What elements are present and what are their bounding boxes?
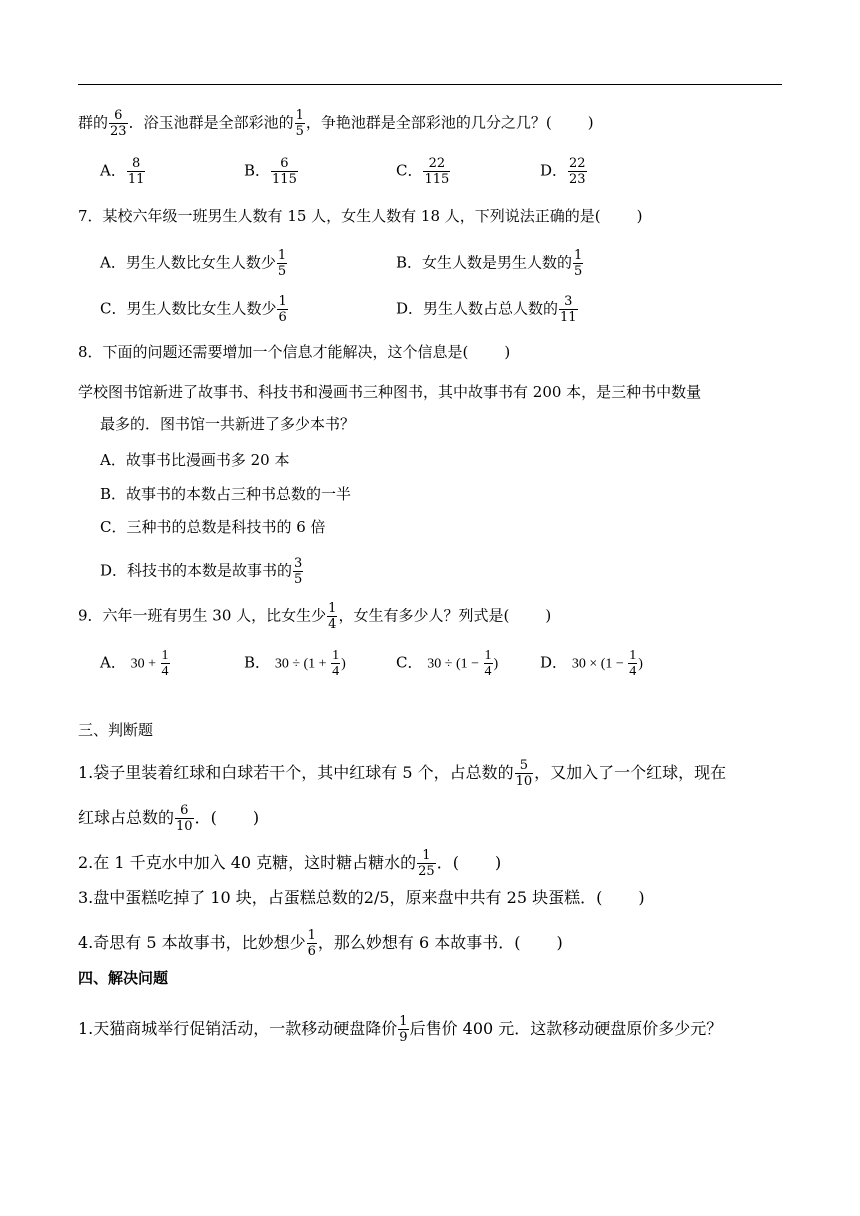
q7-option-d: D．男生人数占总人数的 $\frac{3}{11}$ — [396, 294, 577, 325]
judge-3: 3.盘中蛋糕吃掉了 10 块，占蛋糕总数的2/5，原来盘中共有 25 块蛋糕．( ) — [78, 888, 645, 907]
q6-option-b: B． $\frac{6}{115}$ — [244, 156, 297, 187]
judge-2: 2.在 1 千克水中加入 40 克糖，这时糖占糖水的 $\frac{1}{25}$ ．( ) — [78, 848, 502, 879]
q8-option-c: C．三种书的总数是科技书的 6 倍 — [100, 518, 326, 536]
q9-option-b: B． 30 ÷ (1 + $\frac{1}{4}$ ) — [244, 648, 346, 679]
q8-passage-line-2: 最多的．图书馆一共新进了多少本书？ — [100, 415, 356, 433]
problem-1: 1.天猫商城举行促销活动，一款移动硬盘降价 $\frac{1}{9}$ 后售价 400 元．这款移动硬盘原价多少元？ — [78, 1014, 723, 1045]
q8-passage-line-1: 学校图书馆新进了故事书、科技书和漫画书三种图书，其中故事书有 200 本，是三种书中数量 — [78, 383, 702, 401]
q9-option-d: D． 30 × (1 − $\frac{1}{4}$ ) — [540, 648, 643, 679]
q7-option-b: B．女生人数是男生人数的 $\frac{1}{5}$ — [396, 248, 583, 279]
q8-option-b: B．故事书的本数占三种书总数的一半 — [100, 485, 352, 503]
section3-title: 三、判断题 — [78, 721, 154, 739]
q9-option-c: C． 30 ÷ (1 − $\frac{1}{4}$ ) — [396, 648, 499, 679]
section4-title: 四、解决问题 — [78, 969, 169, 987]
q6-option-d: D． $\frac{22}{23}$ — [540, 156, 586, 187]
q8-option-d: D．科技书的本数是故事书的 $\frac{3}{5}$ — [100, 556, 303, 587]
judge-1-line-1: 1.袋子里装着红球和白球若干个，其中红球有 5 个，占总数的 $\frac{5}{10}$ ，又加入了一个红球，现在 — [78, 758, 727, 789]
q8-option-a: A．故事书比漫画书多 20 本 — [100, 451, 290, 469]
q7-option-c: C．男生人数比女生人数少 $\frac{1}{6}$ — [100, 294, 287, 325]
header-rule — [78, 84, 782, 85]
q6-option-c: C． $\frac{22}{115}$ — [396, 156, 450, 187]
judge-1-line-2: 红球占总数的 $\frac{6}{10}$ ．( ) — [78, 803, 260, 834]
q7-option-a: A．男生人数比女生人数少 $\frac{1}{5}$ — [100, 248, 287, 279]
q6-option-a: A． $\frac{8}{11}$ — [100, 156, 145, 187]
q9-stem: 9．六年一班有男生 30 人，比女生少 $\frac{1}{4}$ ，女生有多少人？列式是( ) — [78, 601, 552, 632]
judge-4: 4.奇思有 5 本故事书，比妙想少 $\frac{1}{6}$ ，那么妙想有 6 本故事书．( ) — [78, 928, 563, 959]
q6-stem: 群的 $\frac{6}{23}$ ．浴玉池群是全部彩池的 $\frac{1}{5}$ ，争艳池群是全部彩池的几分之几？( ) — [78, 108, 594, 139]
q7-stem: 7．某校六年级一班男生人数有 15 人，女生人数有 18 人，下列说法正确的是( ) — [78, 207, 643, 225]
q8-stem: 8．下面的问题还需要增加一个信息才能解决，这个信息是( ) — [78, 343, 511, 361]
q9-option-a: A． 30 + $\frac{1}{4}$ — [100, 648, 169, 679]
